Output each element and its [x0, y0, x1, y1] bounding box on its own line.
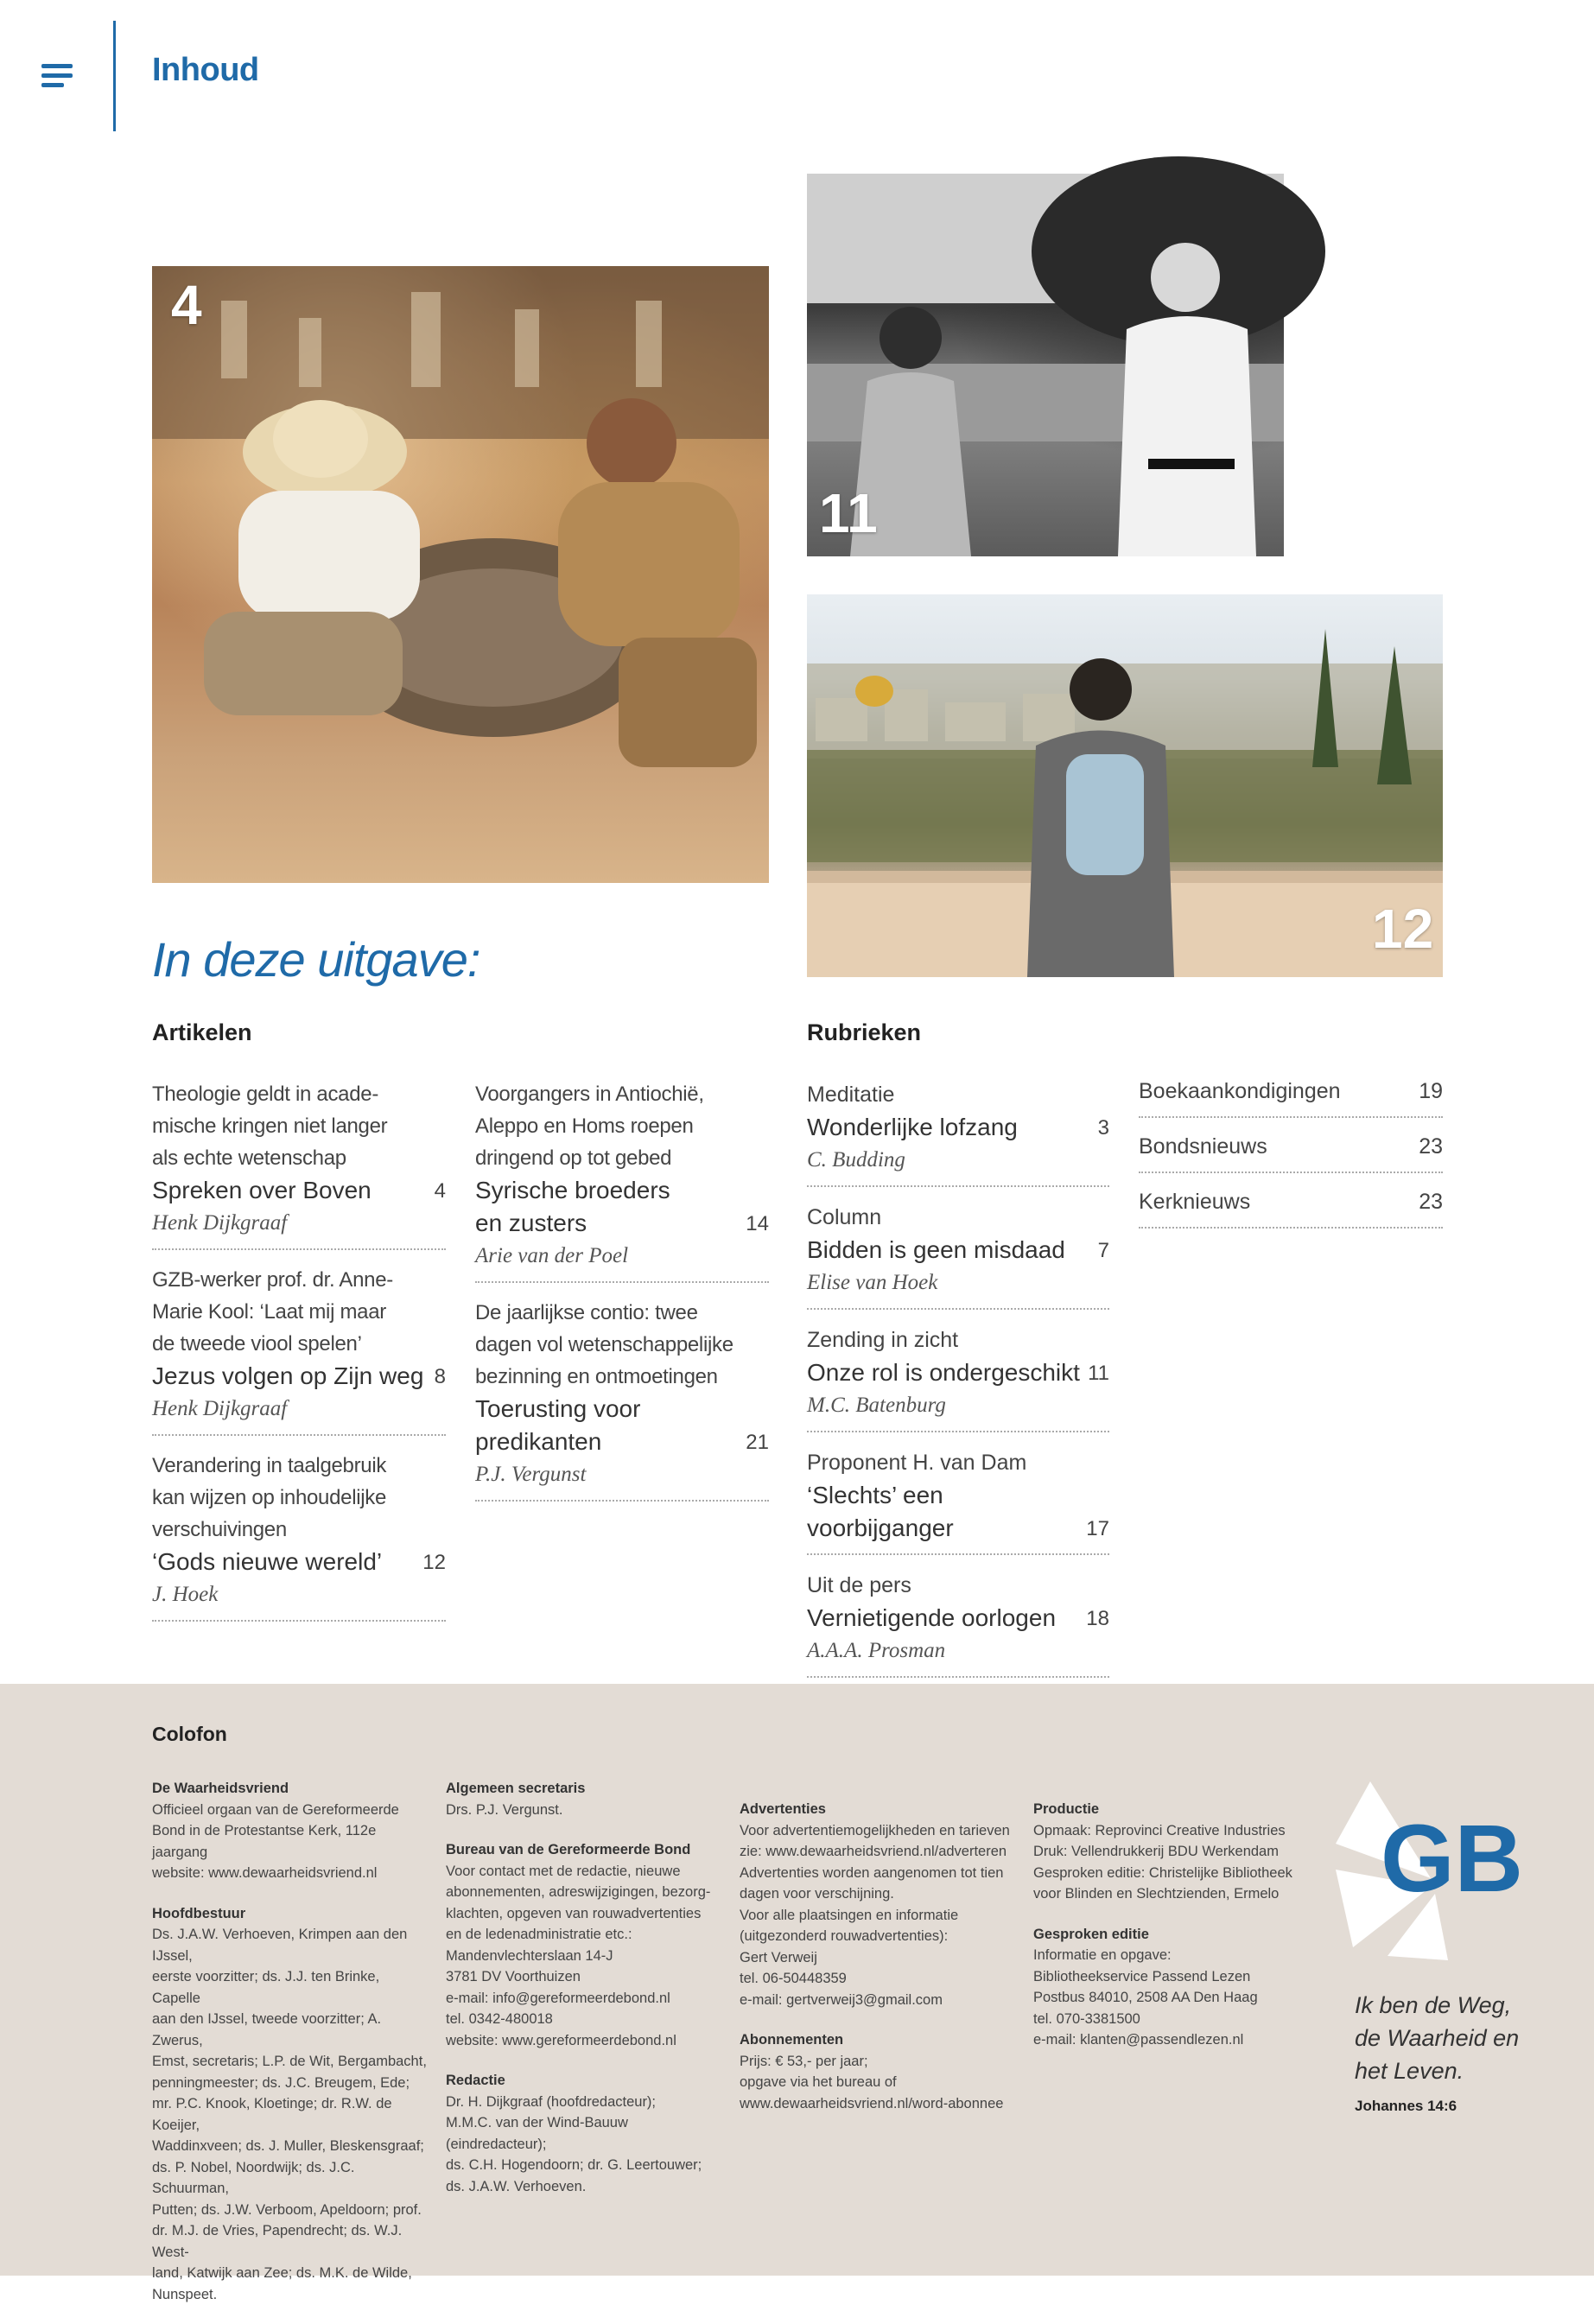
toc-entry[interactable] [152, 1260, 446, 1436]
colofon-line: opgave via het bureau of [740, 2074, 897, 2090]
entry-title: ‘Slechts’ een [807, 1482, 943, 1508]
colofon-line: ds. P. Nobel, Noordwijk; ds. J.C. Schuurman, [152, 2159, 355, 2196]
photo-archaeology-illustration [152, 266, 769, 883]
bible-quote: Ik ben de Weg, de Waarheid en het Leven. [1355, 1992, 1520, 2084]
colofon-block [1033, 1924, 1310, 2051]
issue-heading: In deze uitgave: [152, 932, 480, 987]
colofon-line: Emst, secretaris; L.P. de Wit, Bergambacht, [152, 2054, 427, 2069]
entry-page: 19 [1419, 1079, 1443, 1103]
toc-entry[interactable] [807, 1565, 1109, 1678]
entry-title: Kerknieuws [1139, 1190, 1251, 1214]
section-label-rubrieken: Rubrieken [807, 1019, 922, 1045]
colofon-line: website: www.dewaarheidsvriend.nl [152, 1865, 378, 1881]
colofon-column-1 [152, 1778, 429, 2324]
colofon-line: Officieel orgaan van de Gereformeerde [152, 1801, 399, 1818]
colofon-line: dagen voor verschijning. [740, 1886, 894, 1902]
colofon-line: eerste voorzitter; ds. J.J. ten Brinke, Capelle [152, 1969, 380, 2006]
colofon-line: Informatie en opgave: [1033, 1947, 1172, 1963]
entry-title: Jezus volgen op Zijn weg [152, 1362, 424, 1389]
colofon-block [446, 1839, 722, 2051]
svg-text:GB: GB [1381, 1806, 1523, 1912]
colofon-line: en de ledenadministratie etc.: [446, 1927, 632, 1942]
colofon-line: website: www.gereformeerdebond.nl [446, 2032, 676, 2048]
toc-entry[interactable] [1139, 1130, 1443, 1173]
entry-author: M.C. Batenburg [807, 1394, 946, 1417]
colofon-block [740, 1799, 1016, 2010]
toc-entry[interactable] [807, 1443, 1109, 1555]
entry-author: A.A.A. Prosman [807, 1639, 946, 1662]
colofon-line: Gert Verweij [740, 1949, 817, 1965]
colofon-line: tel. 0342-480018 [446, 2011, 553, 2027]
colofon-line: Ds. J.A.W. Verhoeven, Krimpen aan den IJssel, [152, 1927, 408, 1964]
entry-rubric: Zending in zicht [807, 1328, 959, 1352]
toc-entry[interactable] [1139, 1185, 1443, 1229]
toc-entry[interactable] [1139, 1075, 1443, 1118]
artikelen-column-2 [475, 1075, 769, 1512]
entry-author: P.J. Vergunst [475, 1463, 587, 1486]
entry-title: Bondsnieuws [1139, 1134, 1267, 1159]
bible-quote-reference: Johannes 14:6 [1355, 2098, 1457, 2114]
colofon-line: Advertenties worden aangenomen tot tien [740, 1864, 1004, 1881]
colofon-line: tel. 070-3381500 [1033, 2010, 1140, 2027]
colofon-line: voor Blinden en Slechtzienden, Ermelo [1033, 1886, 1280, 1902]
colofon-line: Prijs: € 53,- per jaar; [740, 2053, 868, 2069]
entry-intro: De jaarlijkse contio: twee dagen vol wetenschappelijke bezinning en ontmoetingen [475, 1301, 733, 1388]
toc-entry[interactable] [807, 1197, 1109, 1310]
entry-author: Henk Dijkgraaf [152, 1397, 288, 1420]
entry-author: Henk Dijkgraaf [152, 1211, 288, 1235]
colofon-line: 3781 DV Voorthuizen [446, 1969, 581, 1984]
colofon-line: Gesproken editie: Christelijke Bibliotheek [1033, 1864, 1292, 1881]
toc-entry[interactable] [475, 1293, 769, 1502]
photo-missionary-illustration [807, 174, 1284, 556]
colofon-block-heading: Bureau van de Gereformeerde Bond [446, 1842, 691, 1857]
entry-page: 4 [434, 1179, 446, 1203]
photo-jerusalem-illustration [807, 594, 1443, 977]
page-title: Inhoud [152, 52, 259, 88]
colofon-line: land, Katwijk aan Zee; ds. M.K. de Wilde, [152, 2265, 412, 2281]
entry-author: Arie van der Poel [475, 1244, 629, 1267]
colofon-block [152, 1778, 429, 1884]
colofon-line: e-mail: klanten@passendlezen.nl [1033, 2032, 1244, 2048]
colofon-block [740, 2029, 1016, 2114]
entry-title: Onze rol is ondergeschikt [807, 1359, 1080, 1386]
colofon-column-3 [740, 1799, 1016, 2133]
colofon-block [152, 1903, 429, 2306]
colofon-line: Bond in de Protestantse Kerk, 112e jaargang [152, 1823, 377, 1860]
rubrieken-column-2 [1139, 1075, 1443, 1241]
colofon-block [446, 1778, 722, 1820]
entry-rubric: Column [807, 1205, 882, 1229]
colofon-block-heading: Abonnementen [740, 2032, 844, 2048]
photo-archaeology[interactable] [152, 266, 769, 883]
colofon-block-heading: Hoofdbestuur [152, 1905, 246, 1921]
colofon-line: zie: www.dewaarheidsvriend.nl/adverteren [740, 1844, 1007, 1859]
entry-title: Toerusting voor [475, 1395, 641, 1422]
colofon-line: tel. 06-50448359 [740, 1971, 847, 1986]
entry-page: 7 [1097, 1239, 1109, 1262]
entry-page: 17 [1086, 1517, 1109, 1540]
colofon-title: Colofon [152, 1723, 227, 1745]
entry-page: 23 [1419, 1190, 1443, 1214]
photo-jerusalem[interactable] [807, 594, 1443, 977]
entry-intro: Verandering in taalgebruik kan wijzen op inhoudelijke verschuivingen [152, 1454, 387, 1541]
colofon-block [1033, 1799, 1310, 1905]
entry-title: predikanten [475, 1428, 602, 1455]
toc-entry[interactable] [807, 1075, 1109, 1187]
colofon-line: ds. J.A.W. Verhoeven. [446, 2178, 587, 2194]
colofon-block-heading: Algemeen secretaris [446, 1781, 586, 1796]
colofon-line: Voor contact met de redactie, nieuwe [446, 1863, 681, 1879]
colofon-line: Waddinxveen; ds. J. Muller, Bleskensgraaf; [152, 2138, 424, 2154]
entry-page: 21 [746, 1431, 769, 1454]
toc-entry[interactable] [152, 1446, 446, 1622]
entry-intro: Voorgangers in Antiochië, Aleppo en Homs roepen dringend op tot gebed [475, 1083, 704, 1170]
colofon-line: Dr. H. Dijkgraaf (hoofdredacteur); [446, 2093, 657, 2110]
gereformeerde-bond-logo [1336, 1775, 1523, 1965]
entry-page: 8 [434, 1365, 446, 1388]
colofon-line: e-mail: gertverweij3@gmail.com [740, 1991, 943, 2008]
colofon-line: penningmeester; ds. J.C. Breugem, Ede; [152, 2074, 410, 2091]
entry-rubric: Meditatie [807, 1083, 895, 1107]
colofon-line: Opmaak: Reprovinci Creative Industries [1033, 1822, 1286, 1838]
header-divider [113, 21, 116, 131]
colofon-block-heading: Redactie [446, 2073, 505, 2088]
colofon-line: e-mail: info@gereformeerdebond.nl [446, 1990, 670, 2006]
entry-rubric: Proponent H. van Dam [807, 1451, 1027, 1475]
colofon-line: Druk: Vellendrukkerij BDU Werkendam [1033, 1844, 1279, 1859]
colofon-column-2 [446, 1778, 722, 2216]
colofon-line: ds. C.H. Hogendoorn; dr. G. Leertouwer; [446, 2157, 702, 2173]
colofon-line: Drs. P.J. Vergunst. [446, 1801, 563, 1818]
entry-rubric: Uit de pers [807, 1573, 911, 1597]
entry-intro: GZB-werker prof. dr. Anne- Marie Kool: ‘Laat mij maar de tweede viool spelen’ [152, 1268, 393, 1356]
colofon-line: mr. P.C. Knook, Kloetinge; dr. R.W. de Koeijer, [152, 2096, 392, 2133]
colofon-line: dr. M.J. de Vries, Papendrecht; ds. W.J. West- [152, 2223, 403, 2260]
colofon-block-heading: Advertenties [740, 1801, 826, 1817]
artikelen-column-1 [152, 1075, 446, 1632]
colofon-block-heading: Productie [1033, 1801, 1100, 1817]
entry-title: Syrische broeders [475, 1177, 670, 1203]
entry-title: Spreken over Boven [152, 1177, 372, 1203]
colofon-line: Putten; ds. J.W. Verboom, Apeldoorn; prof. [152, 2201, 422, 2218]
entry-page: 11 [1088, 1362, 1109, 1385]
colofon-line: Mandenvlechterslaan 14-J [446, 1947, 613, 1964]
entry-page: 14 [746, 1212, 769, 1235]
colofon-block [446, 2070, 722, 2197]
entry-page: 23 [1419, 1134, 1443, 1159]
photo-page-number: 4 [171, 274, 202, 336]
colofon-block-heading: De Waarheidsvriend [152, 1781, 289, 1796]
menu-icon[interactable] [41, 64, 73, 88]
entry-title: Vernietigende oorlogen [807, 1604, 1057, 1631]
entry-page: 18 [1086, 1607, 1109, 1630]
photo-page-number: 12 [1372, 898, 1434, 960]
photo-page-number: 11 [819, 482, 878, 544]
entry-author: C. Budding [807, 1148, 905, 1172]
colofon-line: www.dewaarheidsvriend.nl/word-abonnee [740, 2095, 1004, 2111]
colofon-block-heading: Gesproken editie [1033, 1926, 1149, 1942]
colofon-line: klachten, opgeven van rouwadvertenties [446, 1905, 702, 1921]
entry-author: J. Hoek [152, 1583, 219, 1606]
entry-author: Elise van Hoek [807, 1271, 938, 1294]
entry-title: Boekaankondigingen [1139, 1079, 1341, 1103]
entry-intro: Theologie geldt in acade- mische kringen niet langer als echte wetenschap [152, 1083, 388, 1170]
colofon-line: abonnementen, adreswijzigingen, bezorg- [446, 1884, 711, 1900]
entry-title: Wonderlijke lofzang [807, 1114, 1018, 1140]
entry-title: en zusters [475, 1210, 587, 1236]
toc-entry[interactable] [475, 1075, 769, 1283]
section-label-artikelen: Artikelen [152, 1019, 252, 1045]
colofon-line: M.M.C. van der Wind-Bauuw (eindredacteur); [446, 2115, 628, 2152]
entry-title: Bidden is geen misdaad [807, 1236, 1065, 1263]
colofon-line: aan den IJssel, tweede voorzitter; A. Zwerus, [152, 2011, 382, 2048]
entry-title: voorbijganger [807, 1514, 954, 1541]
colofon-line: Voor advertentiemogelijkheden en tarieven [740, 1822, 1010, 1838]
colofon-line: Voor alle plaatsingen en informatie [740, 1907, 959, 1923]
colofon-line: Postbus 84010, 2508 AA Den Haag [1033, 1990, 1258, 2005]
rubrieken-column-1 [807, 1075, 1109, 1688]
entry-page: 12 [422, 1551, 446, 1574]
entry-page: 3 [1097, 1116, 1109, 1140]
colofon-line: Nunspeet. [152, 2286, 218, 2302]
photo-missionary[interactable] [807, 174, 1284, 556]
toc-entry[interactable] [807, 1320, 1109, 1432]
entry-title: ‘Gods nieuwe wereld’ [152, 1548, 383, 1575]
colofon-line: (uitgezonderd rouwadvertenties): [740, 1928, 949, 1944]
toc-entry[interactable] [152, 1075, 446, 1250]
colofon-line: Bibliotheekservice Passend Lezen [1033, 1968, 1251, 1984]
colofon-column-4 [1033, 1799, 1310, 2070]
